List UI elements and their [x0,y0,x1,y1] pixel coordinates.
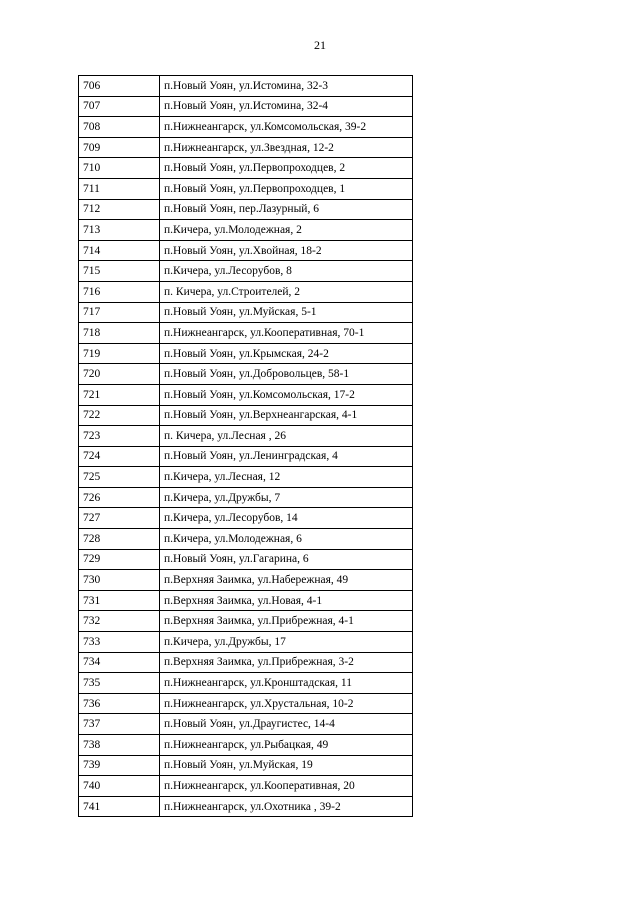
table-row [79,364,413,385]
address-cell: п.Новый Уоян, ул.Комсомольская, 17-2 [160,384,413,405]
table-row [79,178,413,199]
address-cell: п.Новый Уоян, ул.Истомина, 32-4 [160,96,413,117]
row-number-cell: 712 [79,199,160,220]
table-row [79,611,413,632]
row-number-cell: 737 [79,714,160,735]
row-number-cell: 727 [79,508,160,529]
row-number-cell: 710 [79,158,160,179]
address-cell: п.Кичера, ул.Молодежная, 2 [160,220,413,241]
table-row [79,467,413,488]
address-cell: п.Верхняя Заимка, ул.Прибрежная, 4-1 [160,611,413,632]
address-cell: п.Верхняя Заимка, ул.Набережная, 49 [160,570,413,591]
row-number-cell: 708 [79,117,160,138]
table-row [79,487,413,508]
table-row [79,673,413,694]
row-number-cell: 713 [79,220,160,241]
address-cell: п.Нижнеангарск, ул.Кооперативная, 20 [160,776,413,797]
address-cell: п.Новый Уоян, пер.Лазурный, 6 [160,199,413,220]
row-number-cell: 736 [79,693,160,714]
row-number-cell: 732 [79,611,160,632]
address-cell: п.Нижнеангарск, ул.Охотника , 39-2 [160,796,413,817]
table-row [79,735,413,756]
table-row [79,632,413,653]
address-cell: п.Кичера, ул.Лесная, 12 [160,467,413,488]
table-row [79,117,413,138]
address-cell: п.Нижнеангарск, ул.Кронштадская, 11 [160,673,413,694]
row-number-cell: 739 [79,755,160,776]
row-number-cell: 717 [79,302,160,323]
table-row [79,220,413,241]
address-cell: п.Нижнеангарск, ул.Рыбацкая, 49 [160,735,413,756]
address-cell: п.Кичера, ул.Дружбы, 17 [160,632,413,653]
address-cell: п.Кичера, ул.Дружбы, 7 [160,487,413,508]
address-cell: п.Новый Уоян, ул.Хвойная, 18-2 [160,240,413,261]
row-number-cell: 729 [79,549,160,570]
table-row [79,405,413,426]
row-number-cell: 741 [79,796,160,817]
row-number-cell: 740 [79,776,160,797]
row-number-cell: 716 [79,281,160,302]
address-cell: п.Новый Уоян, ул.Добровольцев, 58-1 [160,364,413,385]
address-cell: п.Кичера, ул.Лесорубов, 8 [160,261,413,282]
table-row [79,323,413,344]
table-row [79,384,413,405]
address-cell: п. Кичера, ул.Строителей, 2 [160,281,413,302]
table-row [79,158,413,179]
address-cell: п.Кичера, ул.Молодежная, 6 [160,529,413,550]
table-row [79,76,413,97]
row-number-cell: 724 [79,446,160,467]
row-number-cell: 711 [79,178,160,199]
address-cell: п. Кичера, ул.Лесная , 26 [160,426,413,447]
address-cell: п.Нижнеангарск, ул.Кооперативная, 70-1 [160,323,413,344]
row-number-cell: 738 [79,735,160,756]
address-cell: п.Новый Уоян, ул.Крымская, 24-2 [160,343,413,364]
address-table [78,75,413,817]
table-row [79,96,413,117]
table-row [79,714,413,735]
address-cell: п.Нижнеангарск, ул.Комсомольская, 39-2 [160,117,413,138]
row-number-cell: 722 [79,405,160,426]
address-table-body [79,76,413,817]
table-row [79,693,413,714]
table-row [79,590,413,611]
address-cell: п.Новый Уоян, ул.Ленинградская, 4 [160,446,413,467]
table-row [79,426,413,447]
table-row [79,137,413,158]
table-row [79,302,413,323]
row-number-cell: 735 [79,673,160,694]
address-cell: п.Нижнеангарск, ул.Хрустальная, 10-2 [160,693,413,714]
table-row [79,508,413,529]
row-number-cell: 709 [79,137,160,158]
row-number-cell: 706 [79,76,160,97]
row-number-cell: 715 [79,261,160,282]
address-cell: п.Новый Уоян, ул.Драугистес, 14-4 [160,714,413,735]
address-cell: п.Новый Уоян, ул.Муйская, 5-1 [160,302,413,323]
table-row [79,796,413,817]
row-number-cell: 730 [79,570,160,591]
row-number-cell: 707 [79,96,160,117]
table-row [79,343,413,364]
table-row [79,281,413,302]
address-cell: п.Новый Уоян, ул.Первопроходцев, 2 [160,158,413,179]
row-number-cell: 728 [79,529,160,550]
address-cell: п.Новый Уоян, ул.Истомина, 32-3 [160,76,413,97]
address-cell: п.Новый Уоян, ул.Первопроходцев, 1 [160,178,413,199]
address-cell: п.Кичера, ул.Лесорубов, 14 [160,508,413,529]
row-number-cell: 719 [79,343,160,364]
address-cell: п.Новый Уоян, ул.Гагарина, 6 [160,549,413,570]
table-row [79,261,413,282]
row-number-cell: 718 [79,323,160,344]
row-number-cell: 731 [79,590,160,611]
row-number-cell: 714 [79,240,160,261]
address-cell: п.Верхняя Заимка, ул.Прибрежная, 3-2 [160,652,413,673]
row-number-cell: 721 [79,384,160,405]
table-row [79,199,413,220]
row-number-cell: 726 [79,487,160,508]
row-number-cell: 723 [79,426,160,447]
table-row [79,549,413,570]
table-row [79,446,413,467]
row-number-cell: 725 [79,467,160,488]
table-row [79,240,413,261]
address-cell: п.Верхняя Заимка, ул.Новая, 4-1 [160,590,413,611]
table-row [79,755,413,776]
address-cell: п.Новый Уоян, ул.Верхнеангарская, 4-1 [160,405,413,426]
address-cell: п.Новый Уоян, ул.Муйская, 19 [160,755,413,776]
page-number: 21 [314,38,326,52]
row-number-cell: 720 [79,364,160,385]
row-number-cell: 733 [79,632,160,653]
table-row [79,529,413,550]
table-row [79,570,413,591]
table-row [79,776,413,797]
address-cell: п.Нижнеангарск, ул.Звездная, 12-2 [160,137,413,158]
row-number-cell: 734 [79,652,160,673]
table-row [79,652,413,673]
